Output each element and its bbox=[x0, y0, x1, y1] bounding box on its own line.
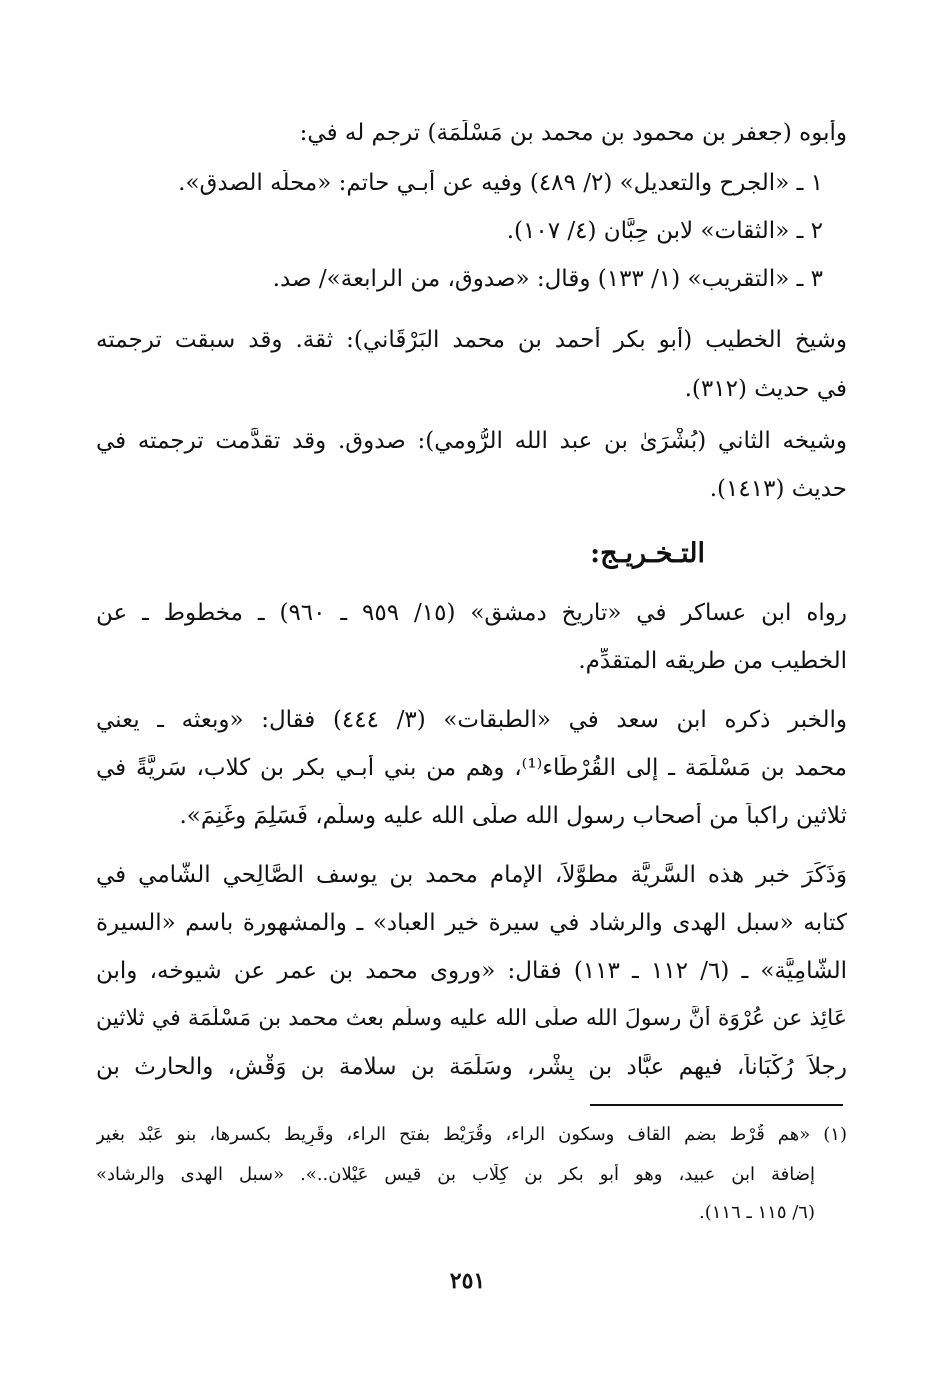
body-line: رجلاً رُكْبَاناً، فيهم عبَّاد بن بِشْر، وسَلَمَة بن سلامة بن وَقْش، والحارث بن bbox=[96, 1054, 847, 1080]
body-line: رواه ابن عساكر في «تاريخ دمشق» (١٥/ ٩٥٩ ـ ٩٦٠) ـ مخطوط ـ عن bbox=[96, 600, 847, 626]
body-line: الشَّامِيَّة» ـ (٦/ ١١٢ ـ ١١٣) فقال: «وروى محمد بن عمر عن شيوخه، وابن bbox=[96, 958, 847, 984]
body-line: محمد بن مَسْلَمَة ـ إلى القُرْطَاء⁽¹⁾، وهم من بني أبـي بكر بن كلاب، سَرِيَّةً في bbox=[96, 755, 847, 781]
section-heading: التـخـريـج: bbox=[590, 538, 705, 569]
footnote-line: (٦/ ١١٥ ـ ١١٦). bbox=[699, 1202, 815, 1223]
body-line: وشيخ الخطيب (أبو بكر أحمد بن محمد البَرْقَاني): ثقة. وقد سبقت ترجمته bbox=[96, 327, 847, 353]
footnote-separator bbox=[590, 1104, 843, 1106]
body-line: في حديث (٣١٢). bbox=[684, 376, 847, 402]
body-line: حديث (١٤١٣). bbox=[709, 476, 847, 502]
footnote-line: (١) «هم قُرْط بضم القاف وسكون الراء، وقُرَيْط بفتح الراء، وقَرِيط بكسرها، بنو عَبْد بغير bbox=[96, 1124, 847, 1145]
body-line: وأبوه (جعفر بن محمود بن محمد بن مَسْلَمَة) ترجم له في: bbox=[299, 120, 847, 146]
body-line: كتابه «سبل الهدى والرشاد في سيرة خير العباد» ـ والمشهورة باسم «السيرة bbox=[96, 910, 847, 936]
body-line: الخطيب من طريقه المتقدِّم. bbox=[578, 648, 847, 674]
list-item: ١ ـ «الجرح والتعديل» (٢/ ٤٨٩) وفيه عن أبـي حاتم: «محلُّه الصدق». bbox=[178, 170, 823, 196]
body-line: ثلاثين راكباً من أصحاب رسول الله صلَّى الله عليه وسلَّم، فَسَلِمَ وغَنِمَ». bbox=[179, 803, 847, 829]
body-line: وَذَكَرَ خبر هذه السَّرِيَّة مطوَّلاً، الإمام محمد بن يوسف الصَّالِحي الشَّامي في bbox=[96, 862, 847, 888]
list-item: ٣ ـ «التقريب» (١/ ١٣٣) وقال: «صدوق، من الرابعة»/ صد. bbox=[272, 266, 823, 292]
body-line: عَائِذ عن عُرْوَة أنَّ رسولَ الله صلَّى الله عليه وسلَّم بعث محمد بن مَسْلَمَة في ثلاثين bbox=[96, 1006, 847, 1031]
body-line: وشيخه الثاني (بُشْرَىٰ بن عبد الله الرُّومي): صدوق. وقد تقدَّمت ترجمته في bbox=[96, 428, 847, 454]
list-item: ٢ ـ «الثقات» لابن حِبَّان (٤/ ١٠٧). bbox=[506, 218, 823, 244]
footnote-line: إضافة ابن عبيد، وهو أبو بكر بن كِلَاب بن قيس عَيْلان..». «سبل الهدى والرشاد» bbox=[96, 1164, 815, 1185]
body-line: والخبر ذكره ابن سعد في «الطبقات» (٣/ ٤٤٤) فقال: «وبعثه ـ يعني bbox=[96, 707, 847, 733]
page-number: ٢٥١ bbox=[449, 1268, 486, 1294]
